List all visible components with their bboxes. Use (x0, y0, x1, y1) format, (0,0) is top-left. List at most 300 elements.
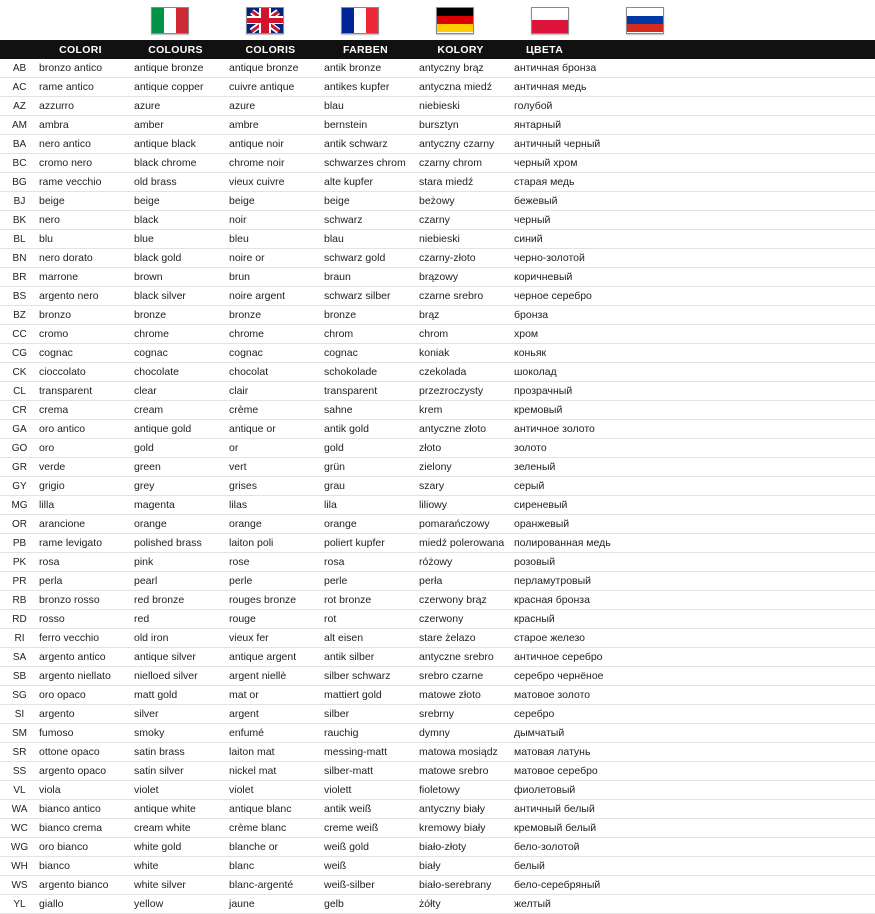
color-code-cell: MG (0, 496, 33, 515)
color-code-cell: VL (0, 781, 33, 800)
table-row (0, 762, 875, 781)
color-name-en-cell: red (128, 610, 223, 629)
flag-united-kingdom-icon (246, 7, 284, 34)
color-name-de-cell: silber schwarz (318, 667, 413, 686)
color-name-en-cell: pearl (128, 572, 223, 591)
color-name-pl-cell: zielony (413, 458, 508, 477)
color-name-pl-cell: niebieski (413, 230, 508, 249)
color-name-fr-cell: antique or (223, 420, 318, 439)
table-row (0, 819, 875, 838)
color-name-fr-cell: noir (223, 211, 318, 230)
color-name-it-cell: argento bianco (33, 876, 128, 895)
color-name-en-cell: old brass (128, 173, 223, 192)
row-filler (678, 268, 875, 287)
color-name-ru-cell: черное серебро (508, 287, 678, 306)
color-name-it-cell: bronzo antico (33, 59, 128, 78)
color-name-ru-cell: розовый (508, 553, 678, 572)
color-name-fr-cell: nickel mat (223, 762, 318, 781)
row-filler (678, 116, 875, 135)
table-row (0, 287, 875, 306)
color-code-cell: OR (0, 515, 33, 534)
color-name-fr-cell: chocolat (223, 363, 318, 382)
color-name-it-cell: argento (33, 705, 128, 724)
color-name-it-cell: rame vecchio (33, 173, 128, 192)
color-name-ru-cell: бежевый (508, 192, 678, 211)
color-name-ru-cell: черный хром (508, 154, 678, 173)
color-name-pl-cell: matowe złoto (413, 686, 508, 705)
color-name-pl-cell: matowa mosiądz (413, 743, 508, 762)
color-name-ru-cell: бело-серебряный (508, 876, 678, 895)
color-name-de-cell: alte kupfer (318, 173, 413, 192)
color-name-ru-cell: прозрачный (508, 382, 678, 401)
color-code-cell: GR (0, 458, 33, 477)
color-name-en-cell: smoky (128, 724, 223, 743)
color-name-pl-cell: czarne srebro (413, 287, 508, 306)
color-name-pl-cell: przezroczysty (413, 382, 508, 401)
color-name-ru-cell: черно-золотой (508, 249, 678, 268)
color-name-pl-cell: koniak (413, 344, 508, 363)
color-name-fr-cell: antique argent (223, 648, 318, 667)
color-name-pl-cell: antyczna miedź (413, 78, 508, 97)
color-name-pl-cell: czerwony (413, 610, 508, 629)
header-lang-polish: KOLORY (437, 43, 484, 56)
row-filler (678, 325, 875, 344)
table-row (0, 59, 875, 78)
color-code-cell: CG (0, 344, 33, 363)
color-name-de-cell: blau (318, 97, 413, 116)
color-name-it-cell: cioccolato (33, 363, 128, 382)
color-name-en-cell: white (128, 857, 223, 876)
row-filler (678, 249, 875, 268)
color-name-fr-cell: enfumé (223, 724, 318, 743)
row-filler (678, 78, 875, 97)
color-code-cell: YL (0, 895, 33, 914)
color-name-ru-cell: матовое серебро (508, 762, 678, 781)
color-name-pl-cell: antyczne złoto (413, 420, 508, 439)
color-code-cell: SR (0, 743, 33, 762)
color-name-pl-cell: czarny chrom (413, 154, 508, 173)
color-name-it-cell: ambra (33, 116, 128, 135)
color-name-fr-cell: beige (223, 192, 318, 211)
color-name-it-cell: arancione (33, 515, 128, 534)
table-row (0, 648, 875, 667)
color-name-it-cell: verde (33, 458, 128, 477)
table-row (0, 724, 875, 743)
table-row (0, 192, 875, 211)
color-name-fr-cell: chrome noir (223, 154, 318, 173)
color-name-it-cell: giallo (33, 895, 128, 914)
row-filler (678, 306, 875, 325)
color-name-fr-cell: perle (223, 572, 318, 591)
color-name-it-cell: nero (33, 211, 128, 230)
color-name-fr-cell: violet (223, 781, 318, 800)
row-filler (678, 496, 875, 515)
color-name-it-cell: nero dorato (33, 249, 128, 268)
color-name-en-cell: antique black (128, 135, 223, 154)
table-row (0, 325, 875, 344)
color-name-en-cell: antique copper (128, 78, 223, 97)
color-name-de-cell: orange (318, 515, 413, 534)
color-name-en-cell: satin brass (128, 743, 223, 762)
color-name-pl-cell: liliowy (413, 496, 508, 515)
color-name-de-cell: perle (318, 572, 413, 591)
color-codes-table (0, 59, 875, 914)
flag-germany-icon (436, 7, 474, 34)
color-name-de-cell: messing-matt (318, 743, 413, 762)
row-filler (678, 667, 875, 686)
row-filler (678, 857, 875, 876)
color-name-fr-cell: vieux cuivre (223, 173, 318, 192)
table-row (0, 496, 875, 515)
color-name-de-cell: mattiert gold (318, 686, 413, 705)
color-code-cell: SB (0, 667, 33, 686)
table-row (0, 401, 875, 420)
color-name-pl-cell: krem (413, 401, 508, 420)
color-code-cell: CC (0, 325, 33, 344)
color-name-de-cell: bronze (318, 306, 413, 325)
color-code-cell: BL (0, 230, 33, 249)
table-row (0, 363, 875, 382)
color-name-en-cell: old iron (128, 629, 223, 648)
row-filler (678, 705, 875, 724)
table-row (0, 553, 875, 572)
color-name-en-cell: chrome (128, 325, 223, 344)
row-filler (678, 876, 875, 895)
color-name-en-cell: pink (128, 553, 223, 572)
color-name-pl-cell: pomarańczowy (413, 515, 508, 534)
color-code-cell: RB (0, 591, 33, 610)
color-name-de-cell: schwarz (318, 211, 413, 230)
table-row (0, 439, 875, 458)
color-name-it-cell: crema (33, 401, 128, 420)
color-name-fr-cell: laiton mat (223, 743, 318, 762)
row-filler (678, 477, 875, 496)
color-name-pl-cell: miedź polerowana (413, 534, 508, 553)
table-row (0, 78, 875, 97)
table-row (0, 857, 875, 876)
color-name-ru-cell: серебро чернёное (508, 667, 678, 686)
table-row (0, 572, 875, 591)
color-name-ru-cell: оранжевый (508, 515, 678, 534)
color-code-cell: WS (0, 876, 33, 895)
row-filler (678, 686, 875, 705)
color-name-it-cell: bronzo rosso (33, 591, 128, 610)
color-name-ru-cell: античный белый (508, 800, 678, 819)
color-name-it-cell: viola (33, 781, 128, 800)
color-name-it-cell: transparent (33, 382, 128, 401)
table-row (0, 154, 875, 173)
color-name-ru-cell: золото (508, 439, 678, 458)
color-name-fr-cell: cognac (223, 344, 318, 363)
color-code-cell: CK (0, 363, 33, 382)
row-filler (678, 458, 875, 477)
color-name-ru-cell: зеленый (508, 458, 678, 477)
color-name-de-cell: silber-matt (318, 762, 413, 781)
color-name-de-cell: rot bronze (318, 591, 413, 610)
color-name-pl-cell: biało-złoty (413, 838, 508, 857)
color-name-pl-cell: czarny-złoto (413, 249, 508, 268)
color-name-pl-cell: brąz (413, 306, 508, 325)
color-name-pl-cell: kremowy biały (413, 819, 508, 838)
table-row (0, 591, 875, 610)
color-name-pl-cell: matowe srebro (413, 762, 508, 781)
color-name-ru-cell: красная бронза (508, 591, 678, 610)
color-name-ru-cell: сиреневый (508, 496, 678, 515)
row-filler (678, 287, 875, 306)
table-header-row (0, 40, 875, 59)
color-name-de-cell: weiß (318, 857, 413, 876)
color-name-de-cell: antik silber (318, 648, 413, 667)
color-name-pl-cell: antyczny biały (413, 800, 508, 819)
color-code-cell: RD (0, 610, 33, 629)
color-name-it-cell: rosa (33, 553, 128, 572)
color-name-en-cell: cream white (128, 819, 223, 838)
color-code-cell: AC (0, 78, 33, 97)
color-name-de-cell: blau (318, 230, 413, 249)
color-name-fr-cell: noire or (223, 249, 318, 268)
color-name-ru-cell: античная бронза (508, 59, 678, 78)
color-code-cell: AB (0, 59, 33, 78)
flag-cell-french (318, 0, 413, 40)
color-name-ru-cell: античное золото (508, 420, 678, 439)
color-code-cell: BS (0, 287, 33, 306)
color-code-cell: PK (0, 553, 33, 572)
row-filler (678, 534, 875, 553)
color-name-de-cell: creme weiß (318, 819, 413, 838)
row-filler (678, 838, 875, 857)
color-name-it-cell: rame levigato (33, 534, 128, 553)
color-code-cell: GA (0, 420, 33, 439)
color-name-ru-cell: полированная медь (508, 534, 678, 553)
color-name-en-cell: antique bronze (128, 59, 223, 78)
color-name-fr-cell: blanc (223, 857, 318, 876)
table-row (0, 743, 875, 762)
row-filler (678, 192, 875, 211)
color-name-it-cell: grigio (33, 477, 128, 496)
color-name-it-cell: oro opaco (33, 686, 128, 705)
table-row (0, 382, 875, 401)
color-name-fr-cell: orange (223, 515, 318, 534)
color-name-ru-cell: синий (508, 230, 678, 249)
color-code-cell: PR (0, 572, 33, 591)
color-name-ru-cell: янтарный (508, 116, 678, 135)
color-name-fr-cell: jaune (223, 895, 318, 914)
color-name-ru-cell: серебро (508, 705, 678, 724)
color-name-en-cell: beige (128, 192, 223, 211)
color-code-cell: AZ (0, 97, 33, 116)
color-code-cell: BZ (0, 306, 33, 325)
color-name-ru-cell: перламутровый (508, 572, 678, 591)
color-name-fr-cell: antique blanc (223, 800, 318, 819)
color-name-ru-cell: коньяк (508, 344, 678, 363)
color-name-it-cell: bronzo (33, 306, 128, 325)
color-name-it-cell: marrone (33, 268, 128, 287)
color-name-fr-cell: antique bronze (223, 59, 318, 78)
table-row (0, 230, 875, 249)
color-name-de-cell: schwarz gold (318, 249, 413, 268)
color-code-cell: BK (0, 211, 33, 230)
header-lang-french: COLORIS (245, 43, 296, 56)
color-name-pl-cell: srebro czarne (413, 667, 508, 686)
color-name-pl-cell: antyczny czarny (413, 135, 508, 154)
color-code-cell: WG (0, 838, 33, 857)
color-code-cell: CR (0, 401, 33, 420)
table-row (0, 458, 875, 477)
row-filler (678, 173, 875, 192)
color-code-cell: SA (0, 648, 33, 667)
row-filler (678, 610, 875, 629)
color-name-pl-cell: stara miedź (413, 173, 508, 192)
color-name-en-cell: orange (128, 515, 223, 534)
color-name-ru-cell: бело-золотой (508, 838, 678, 857)
row-filler (678, 230, 875, 249)
color-name-it-cell: rame antico (33, 78, 128, 97)
color-name-fr-cell: argent niellè (223, 667, 318, 686)
color-name-en-cell: amber (128, 116, 223, 135)
color-name-de-cell: braun (318, 268, 413, 287)
color-name-fr-cell: bronze (223, 306, 318, 325)
color-name-it-cell: cromo (33, 325, 128, 344)
color-name-it-cell: lilla (33, 496, 128, 515)
color-name-de-cell: antik weiß (318, 800, 413, 819)
color-name-it-cell: argento opaco (33, 762, 128, 781)
color-code-cell: SI (0, 705, 33, 724)
flag-italy-icon (151, 7, 189, 34)
table-row (0, 97, 875, 116)
color-name-pl-cell: antyczny brąz (413, 59, 508, 78)
color-name-it-cell: beige (33, 192, 128, 211)
color-name-de-cell: gold (318, 439, 413, 458)
color-name-it-cell: cognac (33, 344, 128, 363)
color-name-fr-cell: crème blanc (223, 819, 318, 838)
row-filler (678, 344, 875, 363)
color-name-fr-cell: or (223, 439, 318, 458)
color-name-de-cell: weiß gold (318, 838, 413, 857)
color-name-fr-cell: crème (223, 401, 318, 420)
row-filler (678, 553, 875, 572)
table-row (0, 838, 875, 857)
color-name-fr-cell: argent (223, 705, 318, 724)
color-name-fr-cell: ambre (223, 116, 318, 135)
color-name-en-cell: bronze (128, 306, 223, 325)
color-name-fr-cell: azure (223, 97, 318, 116)
table-row (0, 705, 875, 724)
row-filler (678, 629, 875, 648)
row-filler (678, 895, 875, 914)
color-name-en-cell: magenta (128, 496, 223, 515)
color-name-en-cell: clear (128, 382, 223, 401)
row-filler (678, 743, 875, 762)
color-name-fr-cell: chrome (223, 325, 318, 344)
color-name-ru-cell: желтый (508, 895, 678, 914)
color-name-pl-cell: perła (413, 572, 508, 591)
table-row (0, 173, 875, 192)
color-name-en-cell: chocolate (128, 363, 223, 382)
table-row (0, 800, 875, 819)
color-name-ru-cell: хром (508, 325, 678, 344)
row-filler (678, 800, 875, 819)
color-name-ru-cell: античная медь (508, 78, 678, 97)
color-name-pl-cell: szary (413, 477, 508, 496)
color-name-de-cell: grau (318, 477, 413, 496)
color-name-de-cell: schwarzes chrom (318, 154, 413, 173)
color-name-fr-cell: vert (223, 458, 318, 477)
color-name-ru-cell: старое железо (508, 629, 678, 648)
color-name-it-cell: oro bianco (33, 838, 128, 857)
color-name-en-cell: satin silver (128, 762, 223, 781)
color-name-ru-cell: античный черный (508, 135, 678, 154)
color-name-de-cell: alt eisen (318, 629, 413, 648)
color-name-it-cell: azzurro (33, 97, 128, 116)
color-name-ru-cell: серый (508, 477, 678, 496)
color-name-pl-cell: chrom (413, 325, 508, 344)
table-row (0, 420, 875, 439)
color-name-it-cell: bianco antico (33, 800, 128, 819)
color-name-it-cell: oro (33, 439, 128, 458)
color-name-ru-cell: старая медь (508, 173, 678, 192)
color-name-de-cell: rot (318, 610, 413, 629)
color-code-cell: BG (0, 173, 33, 192)
color-name-fr-cell: noire argent (223, 287, 318, 306)
row-filler (678, 382, 875, 401)
color-name-fr-cell: antique noir (223, 135, 318, 154)
table-row (0, 629, 875, 648)
color-name-en-cell: black silver (128, 287, 223, 306)
table-row (0, 515, 875, 534)
header-lang-german: FARBEN (343, 43, 388, 56)
color-code-cell: GY (0, 477, 33, 496)
color-name-fr-cell: vieux fer (223, 629, 318, 648)
color-name-pl-cell: niebieski (413, 97, 508, 116)
row-filler (678, 724, 875, 743)
color-name-en-cell: nielloed silver (128, 667, 223, 686)
color-name-ru-cell: кремовый (508, 401, 678, 420)
table-row (0, 306, 875, 325)
color-name-en-cell: cognac (128, 344, 223, 363)
color-name-ru-cell: черный (508, 211, 678, 230)
color-name-pl-cell: biały (413, 857, 508, 876)
row-filler (678, 135, 875, 154)
color-code-cell: PB (0, 534, 33, 553)
row-filler (678, 401, 875, 420)
color-name-en-cell: green (128, 458, 223, 477)
color-name-it-cell: argento niellato (33, 667, 128, 686)
color-code-cell: SS (0, 762, 33, 781)
row-filler (678, 648, 875, 667)
color-name-it-cell: ferro vecchio (33, 629, 128, 648)
color-name-fr-cell: mat or (223, 686, 318, 705)
color-name-ru-cell: античное серебро (508, 648, 678, 667)
color-code-cell: BR (0, 268, 33, 287)
row-filler (678, 154, 875, 173)
color-name-ru-cell: матовое золото (508, 686, 678, 705)
table-row (0, 116, 875, 135)
color-name-pl-cell: żółty (413, 895, 508, 914)
color-name-fr-cell: cuivre antique (223, 78, 318, 97)
color-name-pl-cell: czarny (413, 211, 508, 230)
flag-poland-icon (531, 7, 569, 34)
color-name-fr-cell: brun (223, 268, 318, 287)
color-name-ru-cell: кремовый белый (508, 819, 678, 838)
color-name-de-cell: antik schwarz (318, 135, 413, 154)
color-name-ru-cell: шоколад (508, 363, 678, 382)
color-name-pl-cell: srebrny (413, 705, 508, 724)
table-row (0, 876, 875, 895)
color-name-it-cell: bianco crema (33, 819, 128, 838)
color-name-ru-cell: бронза (508, 306, 678, 325)
row-filler (678, 762, 875, 781)
color-name-it-cell: rosso (33, 610, 128, 629)
